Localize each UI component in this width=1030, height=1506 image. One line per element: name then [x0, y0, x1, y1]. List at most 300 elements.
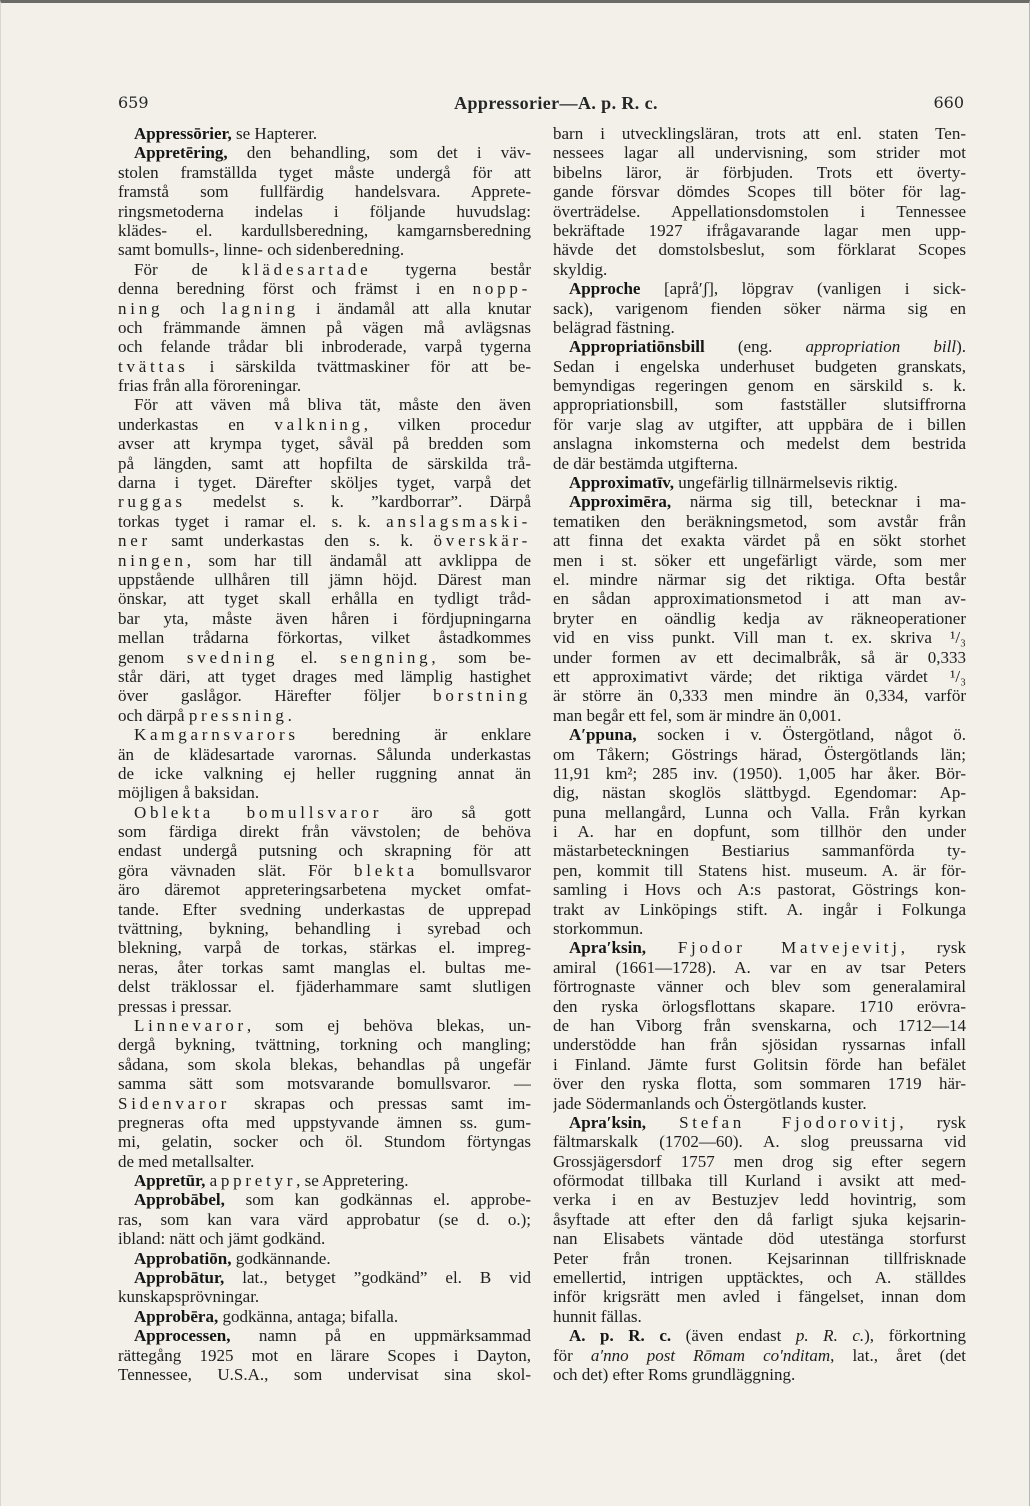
text-line: [118, 880, 531, 899]
text-run: Tennessee, U.S.A., som undervisat sina skol-: [118, 1365, 531, 1384]
text-line: [553, 880, 966, 899]
text-line: [553, 861, 966, 880]
running-head: Appressorier—A. p. R. c.: [454, 93, 658, 113]
text-run: inför krigsrätt men avled i fängelset, innan dom: [553, 1287, 966, 1307]
text-line: [118, 686, 531, 705]
text-run: bar yta, måste även håren i fördjupningarna: [118, 608, 531, 628]
text-run: [646, 938, 678, 957]
text-line: [118, 279, 531, 298]
text-run: trakt av Linköpings stift. A. ingår i Folkunga: [553, 899, 966, 919]
text-run: som kan godkännas el. approbe-: [224, 1190, 531, 1210]
text-run: medelst s. k. ”kardborrar”. Därpå: [185, 492, 531, 512]
text-run: under formen av ett decimalbråk, så är 0,333: [553, 647, 966, 667]
text-run: , rysk: [900, 938, 966, 958]
text-run: delst träklossar el. fjäderhammare samt slutligen: [118, 977, 531, 997]
text-line: [553, 589, 966, 608]
spaced-text: borstning: [433, 686, 531, 706]
text-run: men i st. söker ett ungefärligt värde, som mer: [553, 550, 966, 570]
text-line: [553, 202, 966, 221]
text-run: tematiken den beräkningsmetod, som avstår från: [553, 511, 966, 531]
paragraph: [553, 473, 966, 492]
text-run: hunnit fällas.: [553, 1306, 642, 1326]
text-line: [553, 395, 966, 414]
italic-text: p. R. c.: [795, 1326, 865, 1346]
text-run: tygerna består: [371, 259, 531, 279]
text-run: storkommun.: [553, 919, 644, 939]
text-line: [118, 764, 531, 783]
text-run: torkas tyget i ramar el. s. k.: [118, 511, 387, 531]
text-line: [118, 570, 531, 589]
text-run: man begår ett fel, som är mindre än 0,001.: [553, 705, 842, 725]
text-line: [553, 124, 966, 143]
text-run: jade Södermanlands och Östergötlands kuster.: [553, 1093, 867, 1113]
text-run: barn i utvecklingsläran, trots att enl. staten Ten-: [553, 124, 966, 143]
text-line: [118, 1035, 531, 1054]
paragraph: [118, 395, 531, 725]
text-line: [553, 1113, 966, 1132]
text-run: dergå bykning, tvättning, torkning och mangling;: [118, 1035, 531, 1055]
text-line: [553, 473, 966, 492]
text-line: [553, 725, 966, 744]
text-line: [118, 706, 531, 725]
spaced-text: nopp-: [472, 279, 531, 299]
text-run: är större än 0,333 men mindre än 0,334, varför: [553, 686, 966, 706]
text-run: lat., betyget ”godkänd” el. B vid: [224, 1268, 531, 1288]
right-column: [553, 124, 966, 1384]
text-line: [553, 958, 966, 977]
text-run: nessees lagar all undervisning, som strider mot: [553, 143, 966, 163]
text-line: [118, 143, 531, 162]
text-line: [553, 977, 966, 996]
text-line: [553, 783, 966, 802]
headword: A′ppuna,: [569, 725, 637, 745]
text-line: [118, 1307, 531, 1326]
text-run: bemyndigas regeringen genom en särskild s. k.: [553, 376, 966, 396]
text-line: [553, 318, 966, 337]
spaced-text: överskär-: [433, 531, 531, 551]
text-line: [553, 182, 966, 201]
paragraph: [118, 1307, 531, 1326]
text-line: [118, 1171, 531, 1190]
text-line: [118, 745, 531, 764]
text-line: [118, 609, 531, 628]
text-run: emellertid, intrigen upptäcktes, och A. ställdes: [553, 1268, 966, 1288]
spaced-text: valkning: [274, 414, 364, 434]
text-run: denna beredning först och främst i en: [118, 279, 473, 299]
text-line: [553, 221, 966, 240]
text-line: [118, 822, 531, 841]
text-line: [553, 803, 966, 822]
headword: Apra′ksin,: [569, 1112, 647, 1132]
spaced-text: anslagsmaski-: [386, 511, 531, 531]
text-line: [118, 492, 531, 511]
text-run: ett approximativt värde; det riktiga värdet ¹/₃: [553, 666, 966, 686]
text-line: [118, 803, 531, 822]
text-run: i A. har en dopfunt, som tillhör den under: [553, 822, 966, 842]
text-run: åsyftade att efter den då farligt sjuka kejsarin-: [553, 1209, 966, 1229]
italic-text: appropriation bill: [805, 337, 957, 357]
text-run: över gaslågor. Härefter följer: [118, 686, 434, 706]
text-run: mästarbeteckningen Bestiarius sammanförda ty-: [553, 841, 966, 861]
text-line: [118, 648, 531, 667]
text-run: vid en viss punkt. Vill man t. ex. skriva ¹/₃: [553, 628, 966, 648]
text-run: de där bestämda utgifterna.: [553, 453, 739, 473]
text-run: och det) efter Roms grundläggning.: [553, 1365, 796, 1384]
text-line: [118, 1113, 531, 1132]
text-run: över den ryska flotta, som sommaren 1719 här-: [553, 1074, 966, 1094]
text-line: [553, 1365, 966, 1384]
headword: A. p. R. c.: [569, 1326, 672, 1346]
text-line: [118, 551, 531, 570]
text-line: [118, 783, 531, 802]
spaced-text: lagning: [221, 298, 299, 318]
text-line: [118, 1074, 531, 1093]
text-run: ras, som kan vara värd approbatur (se d. o.);: [118, 1209, 531, 1229]
text-line: [553, 143, 966, 162]
spaced-text: svedning: [186, 647, 279, 667]
text-line: [553, 299, 966, 318]
text-line: [553, 938, 966, 957]
text-run: darna i tyget. Därefter sköljes tyget, varpå det: [118, 473, 531, 493]
italic-text: a′nno post Rōmam co′nditam: [590, 1345, 831, 1365]
text-line: [118, 1210, 531, 1229]
headword: Approximatīv,: [569, 473, 675, 493]
text-run: göra vävnaden slät. För: [118, 860, 355, 880]
spaced-text: blekta: [354, 860, 419, 880]
text-line: [118, 938, 531, 957]
text-run: el.: [278, 647, 341, 667]
text-run: samt underkastas den s. k.: [150, 531, 434, 551]
spaced-text: sengning: [340, 647, 432, 667]
text-run: mellan trådarna förkortas, vilket åstadkommes: [118, 628, 531, 648]
text-run: gande försvar dömdes Scopes till böter för lag-: [553, 182, 966, 202]
text-line: [118, 182, 531, 201]
text-line: [553, 512, 966, 531]
text-line: [118, 221, 531, 240]
text-run: understödde han från sjösidan ryssarnas infall: [553, 1035, 966, 1055]
text-run: frias från alla föroreningar.: [118, 376, 302, 396]
text-line: [553, 1307, 966, 1326]
text-run: ungefärlig tillnärmelsevis riktig.: [674, 473, 898, 493]
spaced-text: Linnevaror: [134, 1015, 247, 1035]
text-run: el. mindre närmar sig det riktiga. Ofta består: [553, 569, 966, 589]
text-run: underkastas en: [118, 414, 275, 434]
paragraph: [118, 1190, 531, 1248]
headword: Approcessen,: [134, 1326, 231, 1346]
text-run: samling i Hovs och A:s pastorat, Göstrings kon-: [553, 880, 966, 900]
text-line: [553, 1132, 966, 1151]
text-run: stolen framställda tyget måste undergå för att: [118, 162, 531, 182]
spaced-text: Oblekta bomullsvaror: [134, 802, 383, 822]
text-run: socken i v. Östergötland, något ö.: [636, 725, 966, 745]
text-run: .: [287, 705, 292, 725]
text-line: [553, 609, 966, 628]
text-run: nan Elisabets väntade död utestänga storfurst: [553, 1229, 966, 1249]
text-run: bibelns läror, är förbjuden. Trots ett överty-: [553, 162, 966, 182]
text-line: [118, 1190, 531, 1209]
text-line: [553, 841, 966, 860]
text-line: [118, 434, 531, 453]
paragraph: [118, 1326, 531, 1384]
text-line: [118, 725, 531, 744]
text-line: [553, 997, 966, 1016]
text-line: [118, 628, 531, 647]
text-line: [553, 764, 966, 783]
text-line: [118, 376, 531, 395]
spaced-text: appretyr: [209, 1171, 297, 1191]
text-line: [118, 260, 531, 279]
text-run: , vilken procedur: [363, 414, 531, 434]
text-line: [553, 337, 966, 356]
text-run: beredning är enklare: [298, 725, 531, 745]
text-run: samma sätt som motsvarande bomullsvaror. —: [118, 1074, 531, 1094]
text-run: [aprå′ʃ], löpgrav (vanligen i sick-: [640, 279, 966, 299]
text-run: bryter en oändlig kedja av räkneoperationer: [553, 608, 966, 628]
paragraph: [553, 124, 966, 279]
text-run: namn på en uppmärksammad: [230, 1326, 531, 1346]
spaced-text: Fjodor Matvejevitj: [677, 938, 901, 958]
text-run: ), förkortning: [864, 1326, 966, 1346]
spaced-text: pressning: [188, 705, 288, 725]
text-line: [553, 1016, 966, 1035]
text-line: [118, 1229, 531, 1248]
text-run: framstå som fullfärdig handelsvara. Apprete-: [118, 182, 531, 202]
text-line: [118, 900, 531, 919]
text-line: [553, 667, 966, 686]
text-line: [118, 919, 531, 938]
headword: Approbātur,: [134, 1268, 225, 1288]
text-line: [553, 822, 966, 841]
text-line: [118, 1152, 531, 1171]
text-run: står däri, att tyget drages med lämplig hastighet: [118, 666, 531, 686]
text-line: [553, 357, 966, 376]
text-run: dig, nästan skoglös slättbygd. Egendomar: Ap-: [553, 783, 966, 803]
text-run: hävde det domstolsbeslut, som förklarat Scopes: [553, 240, 966, 260]
text-run: fältmarskalk (1702—60). A. slog preussarna vid: [553, 1132, 966, 1152]
text-line: [553, 415, 966, 434]
text-run: blekning, varpå de torkas, stärkas el. impreg-: [118, 938, 531, 958]
text-run: rättegång 1925 mot en lärare Scopes i Dayton,: [118, 1345, 531, 1365]
text-line: [118, 1365, 531, 1384]
headword: Approximēra,: [569, 492, 672, 512]
paragraph: [118, 260, 531, 396]
text-run: sack), varigenom fienden söker närma sig en: [553, 298, 966, 318]
text-run: som färdiga direkt från vävstolen; de behöva: [118, 822, 531, 842]
text-line: [118, 667, 531, 686]
text-run: skrapas och pressas samt im-: [230, 1093, 531, 1113]
paragraph: [118, 1249, 531, 1268]
text-run: se Hapterer.: [231, 124, 318, 143]
paragraph: [553, 337, 966, 473]
paragraph: [553, 1113, 966, 1326]
text-line: [553, 1268, 966, 1287]
text-line: [553, 1287, 966, 1306]
spaced-text: Stefan Fjodorovitj: [679, 1112, 900, 1132]
text-run: endast undergå putsning och skrapning för att: [118, 841, 531, 861]
text-line: [553, 1326, 966, 1345]
text-run: godkänna, antaga; bifalla.: [218, 1306, 399, 1326]
text-line: [118, 395, 531, 414]
text-line: [553, 745, 966, 764]
text-line: [118, 124, 531, 143]
left-column: [118, 124, 531, 1384]
text-run: Peter från tronen. Kejsarinnan tillfrisknade: [553, 1248, 966, 1268]
text-run: anslagna inkomsterna och medelst dem bestrida: [553, 434, 966, 454]
text-run: pen, kommit till Statens hist. museum. A. är för-: [553, 860, 966, 880]
paragraph: [553, 1326, 966, 1384]
text-run: appropriationsbill, som fastställer slutsiffrorna: [553, 395, 966, 415]
paragraph: [118, 124, 531, 143]
text-run: klädes- el. kardullsberedning, kamgarnsberedning: [118, 220, 531, 240]
text-run: , som ej behöva blekas, un-: [246, 1015, 531, 1035]
text-line: [118, 1016, 531, 1035]
text-line: [118, 589, 531, 608]
text-run: och därpå: [118, 705, 189, 725]
text-run: och felande trådar bli inbroderade, varpå tygerna: [118, 337, 531, 357]
text-line: [553, 260, 966, 279]
text-run: [646, 1113, 679, 1132]
text-run: överträdelse. Appellationsdomstolen i Tennessee: [553, 201, 966, 221]
text-run: pressas i pressar.: [118, 996, 232, 1016]
text-line: [553, 1190, 966, 1209]
text-run: , se Appretering.: [296, 1171, 409, 1191]
spaced-text: tvättas: [118, 356, 189, 376]
text-run: ringsmetoderna indelas i följande huvudslag:: [118, 201, 531, 221]
text-run: i särskilda tvättmaskiner för att be-: [188, 356, 531, 376]
text-run: belägrad fästning.: [553, 317, 675, 337]
text-line: [553, 1035, 966, 1054]
text-run: för varje slag av utgifter, att uppbära de i billen: [553, 414, 966, 434]
text-line: [553, 279, 966, 298]
paragraph: [118, 143, 531, 259]
paragraph: [553, 492, 966, 725]
spaced-text: ning: [118, 298, 164, 318]
text-line: [553, 706, 966, 725]
text-run: amiral (1661—1728). A. var en av tsar Peters: [553, 957, 966, 977]
text-run: uppstående ullhåren till jämn höjd. Därest man: [118, 569, 531, 589]
text-run: bomullsvaror: [418, 860, 531, 880]
text-run: (även endast: [671, 1326, 796, 1346]
spaced-text: ningen: [118, 550, 187, 570]
text-line: [553, 240, 966, 259]
text-line: [118, 299, 531, 318]
text-run: i Finland. Jämte furst Golitsin förde han befälet: [553, 1054, 966, 1074]
text-line: [118, 1094, 531, 1113]
text-run: verka i en av Bestuzjev ledd hovintrig, som: [553, 1190, 966, 1210]
text-run: äro däremot appreteringsarbetena mycket omfat-: [118, 880, 531, 900]
text-run: på längden, samt att hopfilta de särskilda trå-: [118, 453, 531, 473]
text-line: [553, 1346, 966, 1365]
paragraph: [118, 1016, 531, 1171]
paragraph: [118, 803, 531, 1016]
text-run: önskar, att tyget skall erhålla en tydligt tråd-: [118, 589, 531, 609]
text-line: [118, 415, 531, 434]
text-run: , som be-: [431, 647, 531, 667]
text-run: För att väven må bliva tät, måste den även: [134, 395, 531, 415]
text-run: äro så gott: [382, 802, 531, 822]
text-line: [553, 163, 966, 182]
text-run: närma sig till, betecknar i ma-: [671, 492, 966, 512]
paragraph: [553, 938, 966, 1113]
text-run: skyldig.: [553, 259, 608, 279]
spaced-text: Kamgarnsvarors: [134, 725, 299, 745]
paragraph: [118, 1268, 531, 1307]
text-line: [553, 1210, 966, 1229]
text-run: genom: [118, 647, 187, 667]
headword: Approbēra,: [134, 1306, 219, 1326]
paragraph: [118, 725, 531, 803]
text-line: [118, 454, 531, 473]
text-line: [118, 1346, 531, 1365]
text-line: [553, 1171, 966, 1190]
text-run: de han Viborg från svenskarna, och 1712—14: [553, 1015, 966, 1035]
text-run: och främmande ämnen på vägen må avlägsnas: [118, 317, 531, 337]
text-line: [553, 531, 966, 550]
text-line: [553, 628, 966, 647]
text-line: [118, 337, 531, 356]
text-run: de icke valkning ej heller ruggning annat än: [118, 763, 531, 783]
text-line: [118, 202, 531, 221]
text-run: 11,91 km²; 285 inv. (1950). 1,005 har åker. Bör-: [553, 763, 966, 783]
text-run: , lat., året (det: [830, 1345, 966, 1365]
text-line: [118, 861, 531, 880]
headword: Appretūr,: [134, 1171, 206, 1191]
text-run: den behandling, som det i väv-: [227, 143, 531, 163]
text-run: om Tåkern; Göstrings härad, Östergötlands län;: [553, 744, 966, 764]
text-line: [553, 454, 966, 473]
text-run: att finna det exakta värdet på en sökt storhet: [553, 531, 966, 551]
headword: Appropriatiōnsbill: [569, 337, 705, 357]
text-run: i ändamål att alla knutar: [298, 298, 531, 318]
paragraph: [118, 1171, 531, 1190]
text-line: [553, 1094, 966, 1113]
text-run: kunskapsprövningar.: [118, 1287, 260, 1307]
text-run: pregneras ofta med uppstyvande ämnen ss. gum-: [118, 1112, 531, 1132]
text-run: (eng.: [704, 337, 806, 357]
text-run: tvättning, bykning, behandling i syrebad och: [118, 919, 531, 939]
text-run: möjligen å baksidan.: [118, 783, 260, 803]
text-line: [118, 841, 531, 860]
text-line: [118, 1249, 531, 1268]
text-run: för: [553, 1345, 591, 1365]
paragraph: [553, 725, 966, 938]
spaced-text: klädesartade: [241, 259, 372, 279]
text-run: sådana, som skola blekas, behandlas på ungefär: [118, 1054, 531, 1074]
text-line: [553, 1074, 966, 1093]
headword: Apra′ksin,: [569, 938, 647, 958]
page-number-right: 660: [933, 93, 964, 112]
headword: Approche: [569, 279, 641, 299]
text-line: [118, 512, 531, 531]
spaced-text: ner: [118, 531, 151, 551]
text-run: oförmodat tillbaka till Kurland i avsikt att med-: [553, 1171, 966, 1191]
text-line: [118, 1326, 531, 1345]
text-run: För de: [134, 259, 242, 279]
text-line: [118, 997, 531, 1016]
text-line: [553, 900, 966, 919]
text-line: [553, 570, 966, 589]
text-run: avser att krympa tyget, såväl på bredden som: [118, 434, 531, 454]
text-run: tande. Efter svedning underkastas de upprepad: [118, 899, 531, 919]
text-line: [118, 1268, 531, 1287]
page-number-left: 659: [118, 93, 149, 112]
text-run: Sedan i engelska underhuset budgeten granskats,: [553, 356, 966, 376]
text-line: [118, 357, 531, 376]
text-line: [118, 1132, 531, 1151]
paragraph: [553, 279, 966, 337]
headword: Appretēring,: [134, 143, 228, 163]
text-line: [118, 958, 531, 977]
